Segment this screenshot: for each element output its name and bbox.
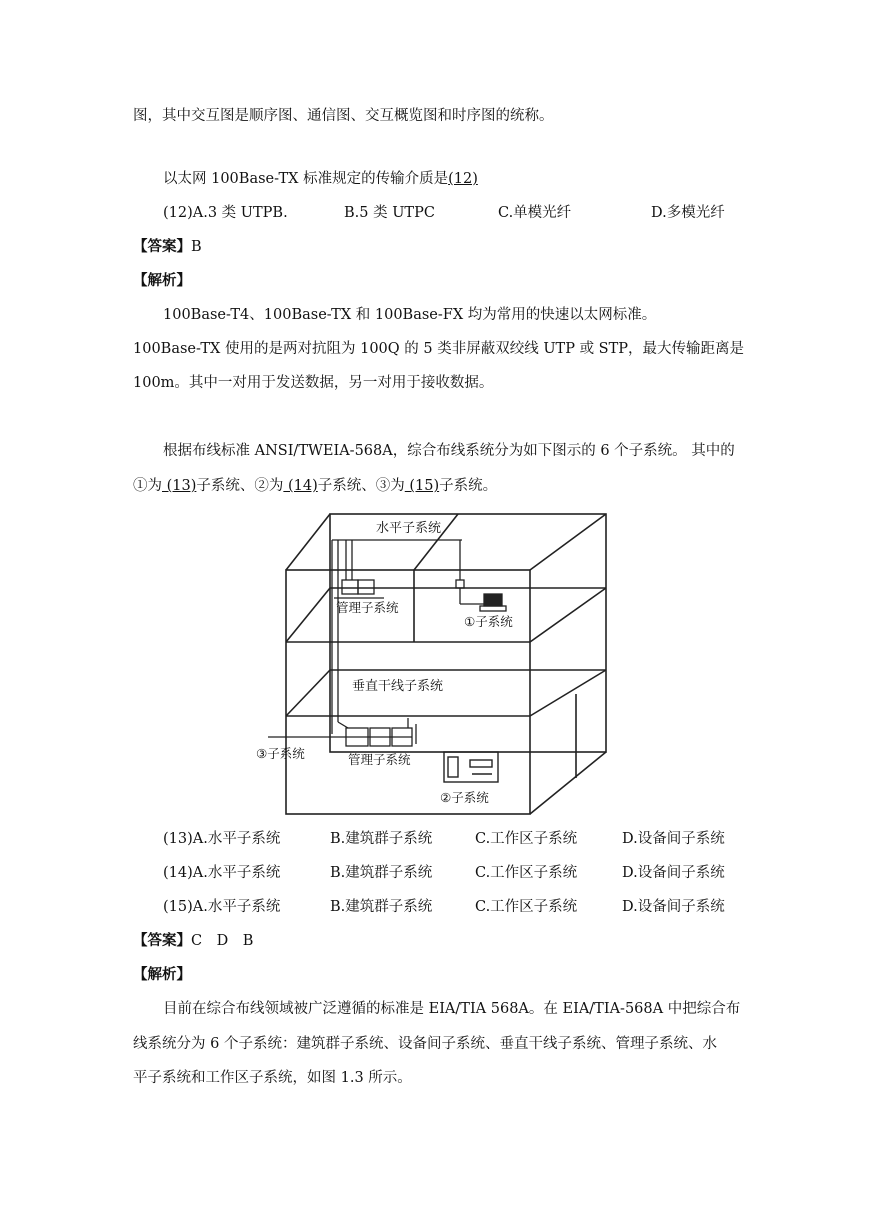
q12-answer-value: B bbox=[191, 239, 202, 255]
stem-text: ①为 bbox=[133, 478, 162, 494]
label-admin-bottom: 管理子系统 bbox=[348, 752, 411, 767]
q12-analysis-line-3: 100m。其中一对用于发送数据，另一对用于接收数据。 bbox=[133, 375, 494, 391]
label-sub2: ②子系统 bbox=[440, 790, 489, 805]
q13-answer-value: C D B bbox=[191, 933, 254, 949]
q12-stem bbox=[163, 169, 478, 189]
q12-stem-text: 以太网 100Base-TX 标准规定的传输介质是 bbox=[163, 171, 449, 187]
stem-text: 子系统。 bbox=[439, 478, 498, 494]
q13-analysis-line-2: 线系统分为 6 个子系统：建筑群子系统、设备间子系统、垂直干线子系统、管理子系统、水 bbox=[133, 1036, 717, 1052]
q12-analysis-line-2: 100Base-TX 使用的是两对抗阻为 100Q 的 5 类非屏蔽双绞线 UTP 或 STP，最大传输距离是 bbox=[133, 341, 745, 357]
q13-answer bbox=[133, 931, 253, 951]
q13-option-a: (13)A.水平子系统 bbox=[163, 831, 281, 847]
q15-option-c: C.工作区子系统 bbox=[475, 899, 578, 915]
intro-line: 图，其中交互图是顺序图、通信图、交互概览图和时序图的统称。 bbox=[133, 108, 554, 124]
q12-blank: (12) bbox=[448, 171, 478, 187]
q13-stem-line-2 bbox=[133, 476, 497, 496]
q13-stem-line-1: 根据布线标准 ANSI/TWEIA-568A，综合布线系统分为如下图示的 6 个子系统。 其中的 bbox=[163, 443, 735, 459]
q14-option-b: B.建筑群子系统 bbox=[330, 865, 433, 881]
q12-analysis-line-1: 100Base-T4、100Base-TX 和 100Base-FX 均为常用的快速以太网标准。 bbox=[163, 307, 657, 323]
q12-option-d: D.多模光纤 bbox=[651, 205, 725, 221]
q12-option-b: B.5 类 UTPC bbox=[344, 205, 435, 221]
q15-option-d: D.设备间子系统 bbox=[622, 899, 725, 915]
blank-13: (13) bbox=[162, 478, 197, 494]
equipment-cabinet bbox=[444, 752, 498, 782]
blank-15: (15) bbox=[404, 478, 440, 494]
building-frame bbox=[286, 514, 606, 814]
q13-option-b: B.建筑群子系统 bbox=[330, 831, 433, 847]
q12-option-c: C.单模光纤 bbox=[498, 205, 572, 221]
vertical-cabling bbox=[332, 540, 462, 734]
q15-option-a: (15)A.水平子系统 bbox=[163, 899, 281, 915]
q12-answer-label: 【答案】 bbox=[133, 239, 191, 255]
q12-answer bbox=[133, 237, 202, 257]
q12-analysis-label: 【解析】 bbox=[133, 273, 191, 289]
label-vertical: 垂直干线子系统 bbox=[352, 679, 444, 694]
q13-option-c: C.工作区子系统 bbox=[475, 831, 578, 847]
stem-text: 子系统、③为 bbox=[317, 478, 405, 494]
q13-option-d: D.设备间子系统 bbox=[622, 831, 725, 847]
cabling-diagram bbox=[248, 508, 612, 818]
label-sub3: ③子系统 bbox=[256, 746, 305, 761]
q15-option-b: B.建筑群子系统 bbox=[330, 899, 433, 915]
stem-text: 子系统、②为 bbox=[196, 478, 284, 494]
q14-option-c: C.工作区子系统 bbox=[475, 865, 578, 881]
label-horizontal: 水平子系统 bbox=[376, 521, 442, 536]
q13-analysis-label: 【解析】 bbox=[133, 967, 191, 983]
q13-answer-label: 【答案】 bbox=[133, 933, 191, 949]
blank-14: (14) bbox=[283, 478, 318, 494]
workstation bbox=[456, 580, 506, 611]
label-admin-top: 管理子系统 bbox=[336, 600, 399, 615]
admin-panel-bottom bbox=[268, 718, 416, 746]
q14-option-d: D.设备间子系统 bbox=[622, 865, 725, 881]
admin-panel-top bbox=[334, 580, 384, 598]
q14-option-a: (14)A.水平子系统 bbox=[163, 865, 281, 881]
q12-option-a: (12)A.3 类 UTPB. bbox=[163, 205, 288, 221]
label-sub1: ①子系统 bbox=[464, 614, 513, 629]
q13-analysis-line-3: 平子系统和工作区子系统，如图 1.3 所示。 bbox=[133, 1070, 412, 1086]
q13-analysis-line-1: 目前在综合布线领域被广泛遵循的标准是 EIA/TIA 568A。在 EIA/TIA-568A 中把综合布 bbox=[163, 1001, 741, 1017]
